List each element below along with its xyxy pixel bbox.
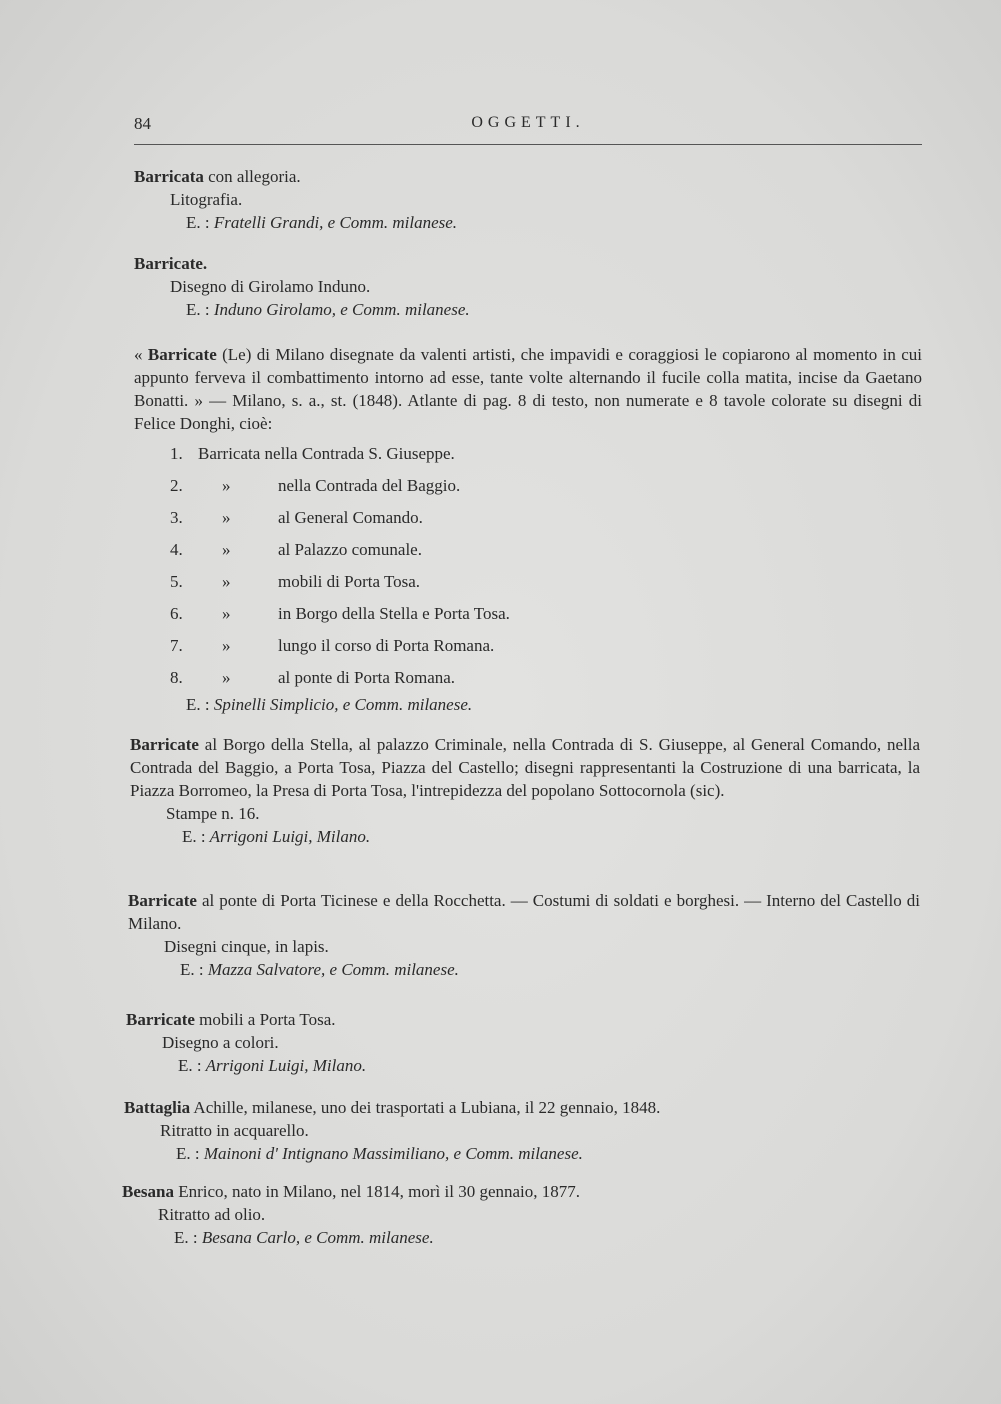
entry-head: Barricate	[130, 735, 199, 754]
entry-text: (Le) di Milano disegnate da valenti artisti, che impavidi e coraggiosi le copiarono al momento in cui appunto ferveva il combattimento intorno ad esse, tante volte alternando il fucile colla matita, incise da Gaetano Bonatti. » — Milano, s. a., st. (1848). Atlante di pag. 8 di testo, non numerate e 8 tavole colorate su disegni di Felice Donghi, cioè:	[134, 345, 922, 433]
entry-head: Besana	[122, 1182, 174, 1201]
list-item: 5. » mobili di Porta Tosa.	[170, 572, 421, 591]
entry-medium: Stampe n. 16.	[166, 804, 260, 823]
entry-medium: Ritratto in acquarello.	[160, 1121, 309, 1140]
entry-medium: Disegni cinque, in lapis.	[164, 937, 329, 956]
entry-editor: E. : Arrigoni Luigi, Milano.	[182, 827, 371, 846]
entry-medium: Disegno a colori.	[162, 1033, 279, 1052]
entry-editor: E. : Induno Girolamo, e Comm. milanese.	[186, 300, 470, 319]
entry-barricata	[134, 165, 457, 234]
entry-barricate-le	[134, 343, 922, 435]
entry-medium: Disegno di Girolamo Induno.	[170, 277, 371, 296]
entry-text: mobili a Porta Tosa.	[199, 1010, 336, 1029]
entry-battaglia	[124, 1096, 660, 1165]
entry-barricate-ticinese	[128, 889, 920, 981]
entry-besana	[122, 1180, 580, 1249]
entry-medium: Ritratto ad olio.	[158, 1205, 266, 1224]
entry-text: con allegoria.	[208, 167, 301, 186]
entry-text: al Borgo della Stella, al palazzo Criminale, nella Contrada di S. Giuseppe, al General Comando, nella Contrada del Baggio, a Porta Tosa, Piazza del Castello; disegni rappresentanti la Costruzione di una barricata, la Piazza Borromeo, la Presa di Porta Tosa, l'intrepidezza del popolano Sottocornola (sic).	[130, 735, 921, 800]
entry-head: Barricate	[126, 1010, 195, 1029]
list-item: 2. » nella Contrada del Baggio.	[170, 476, 461, 495]
list-item: 8. » al ponte di Porta Romana.	[170, 668, 456, 687]
list-item: 7. » lungo il corso di Porta Romana.	[170, 636, 495, 655]
entry-head: Battaglia	[124, 1098, 191, 1117]
entry-editor-block	[134, 693, 472, 716]
entry-text: Achille, milanese, uno dei trasportati a Lubiana, il 22 gennaio, 1848.	[193, 1098, 661, 1117]
list-item: 6. » in Borgo della Stella e Porta Tosa.	[170, 604, 510, 623]
list-item: 1. Barricata nella Contrada S. Giuseppe.	[170, 444, 455, 463]
entry-paragraph	[128, 889, 920, 935]
entry-editor: E. : Besana Carlo, e Comm. milanese.	[174, 1228, 434, 1247]
plates-list	[170, 444, 620, 700]
entry-editor: E. : Fratelli Grandi, e Comm. milanese.	[186, 213, 458, 232]
list-item: 3. » al General Comando.	[170, 508, 423, 527]
entry-head: Barricate	[128, 891, 197, 910]
entry-editor: E. : Mazza Salvatore, e Comm. milanese.	[180, 960, 459, 979]
entry-text: Enrico, nato in Milano, nel 1814, morì il 30 gennaio, 1877.	[178, 1182, 581, 1201]
entry-editor: E. : Arrigoni Luigi, Milano.	[178, 1056, 367, 1075]
entry-head: Barricata	[134, 167, 204, 186]
header-rule	[134, 144, 922, 145]
entry-medium: Litografia.	[170, 190, 243, 209]
page-number: 84	[134, 114, 151, 133]
entry-editor: E. : Mainoni d' Intignano Massimiliano, e Comm. milanese.	[176, 1144, 583, 1163]
entry-text: al ponte di Porta Ticinese e della Rocchetta. — Costumi di soldati e borghesi. — Interno del Castello di Milano.	[128, 891, 920, 933]
entry-paragraph	[130, 733, 920, 802]
entry-head: Barricate	[147, 345, 217, 364]
entry-barricate-induno	[134, 252, 470, 321]
running-head: OGGETTI.	[471, 114, 585, 131]
entry-barricate-borgo	[130, 733, 920, 848]
entry-paragraph: « Barricate (Le) di Milano disegnate da valenti artisti, che impavidi e coraggiosi le copiarono al momento in cui appunto ferveva il combattimento intorno ad esse, tante volte alternando il fucile colla matita, incise da Gaetano Bonatti. » — Milano, s. a., st. (1848). Atlante di pag. 8 di testo, non numerate e 8 tavole colorate su disegni di Felice Donghi, cioè:	[134, 345, 922, 433]
list-item: 4. » al Palazzo comunale.	[170, 540, 422, 559]
entry-head: Barricate.	[134, 254, 208, 273]
entry-barricate-mobili	[126, 1008, 366, 1077]
page-header	[134, 112, 922, 144]
entry-editor: E. : Spinelli Simplicio, e Comm. milanese.	[186, 695, 473, 714]
